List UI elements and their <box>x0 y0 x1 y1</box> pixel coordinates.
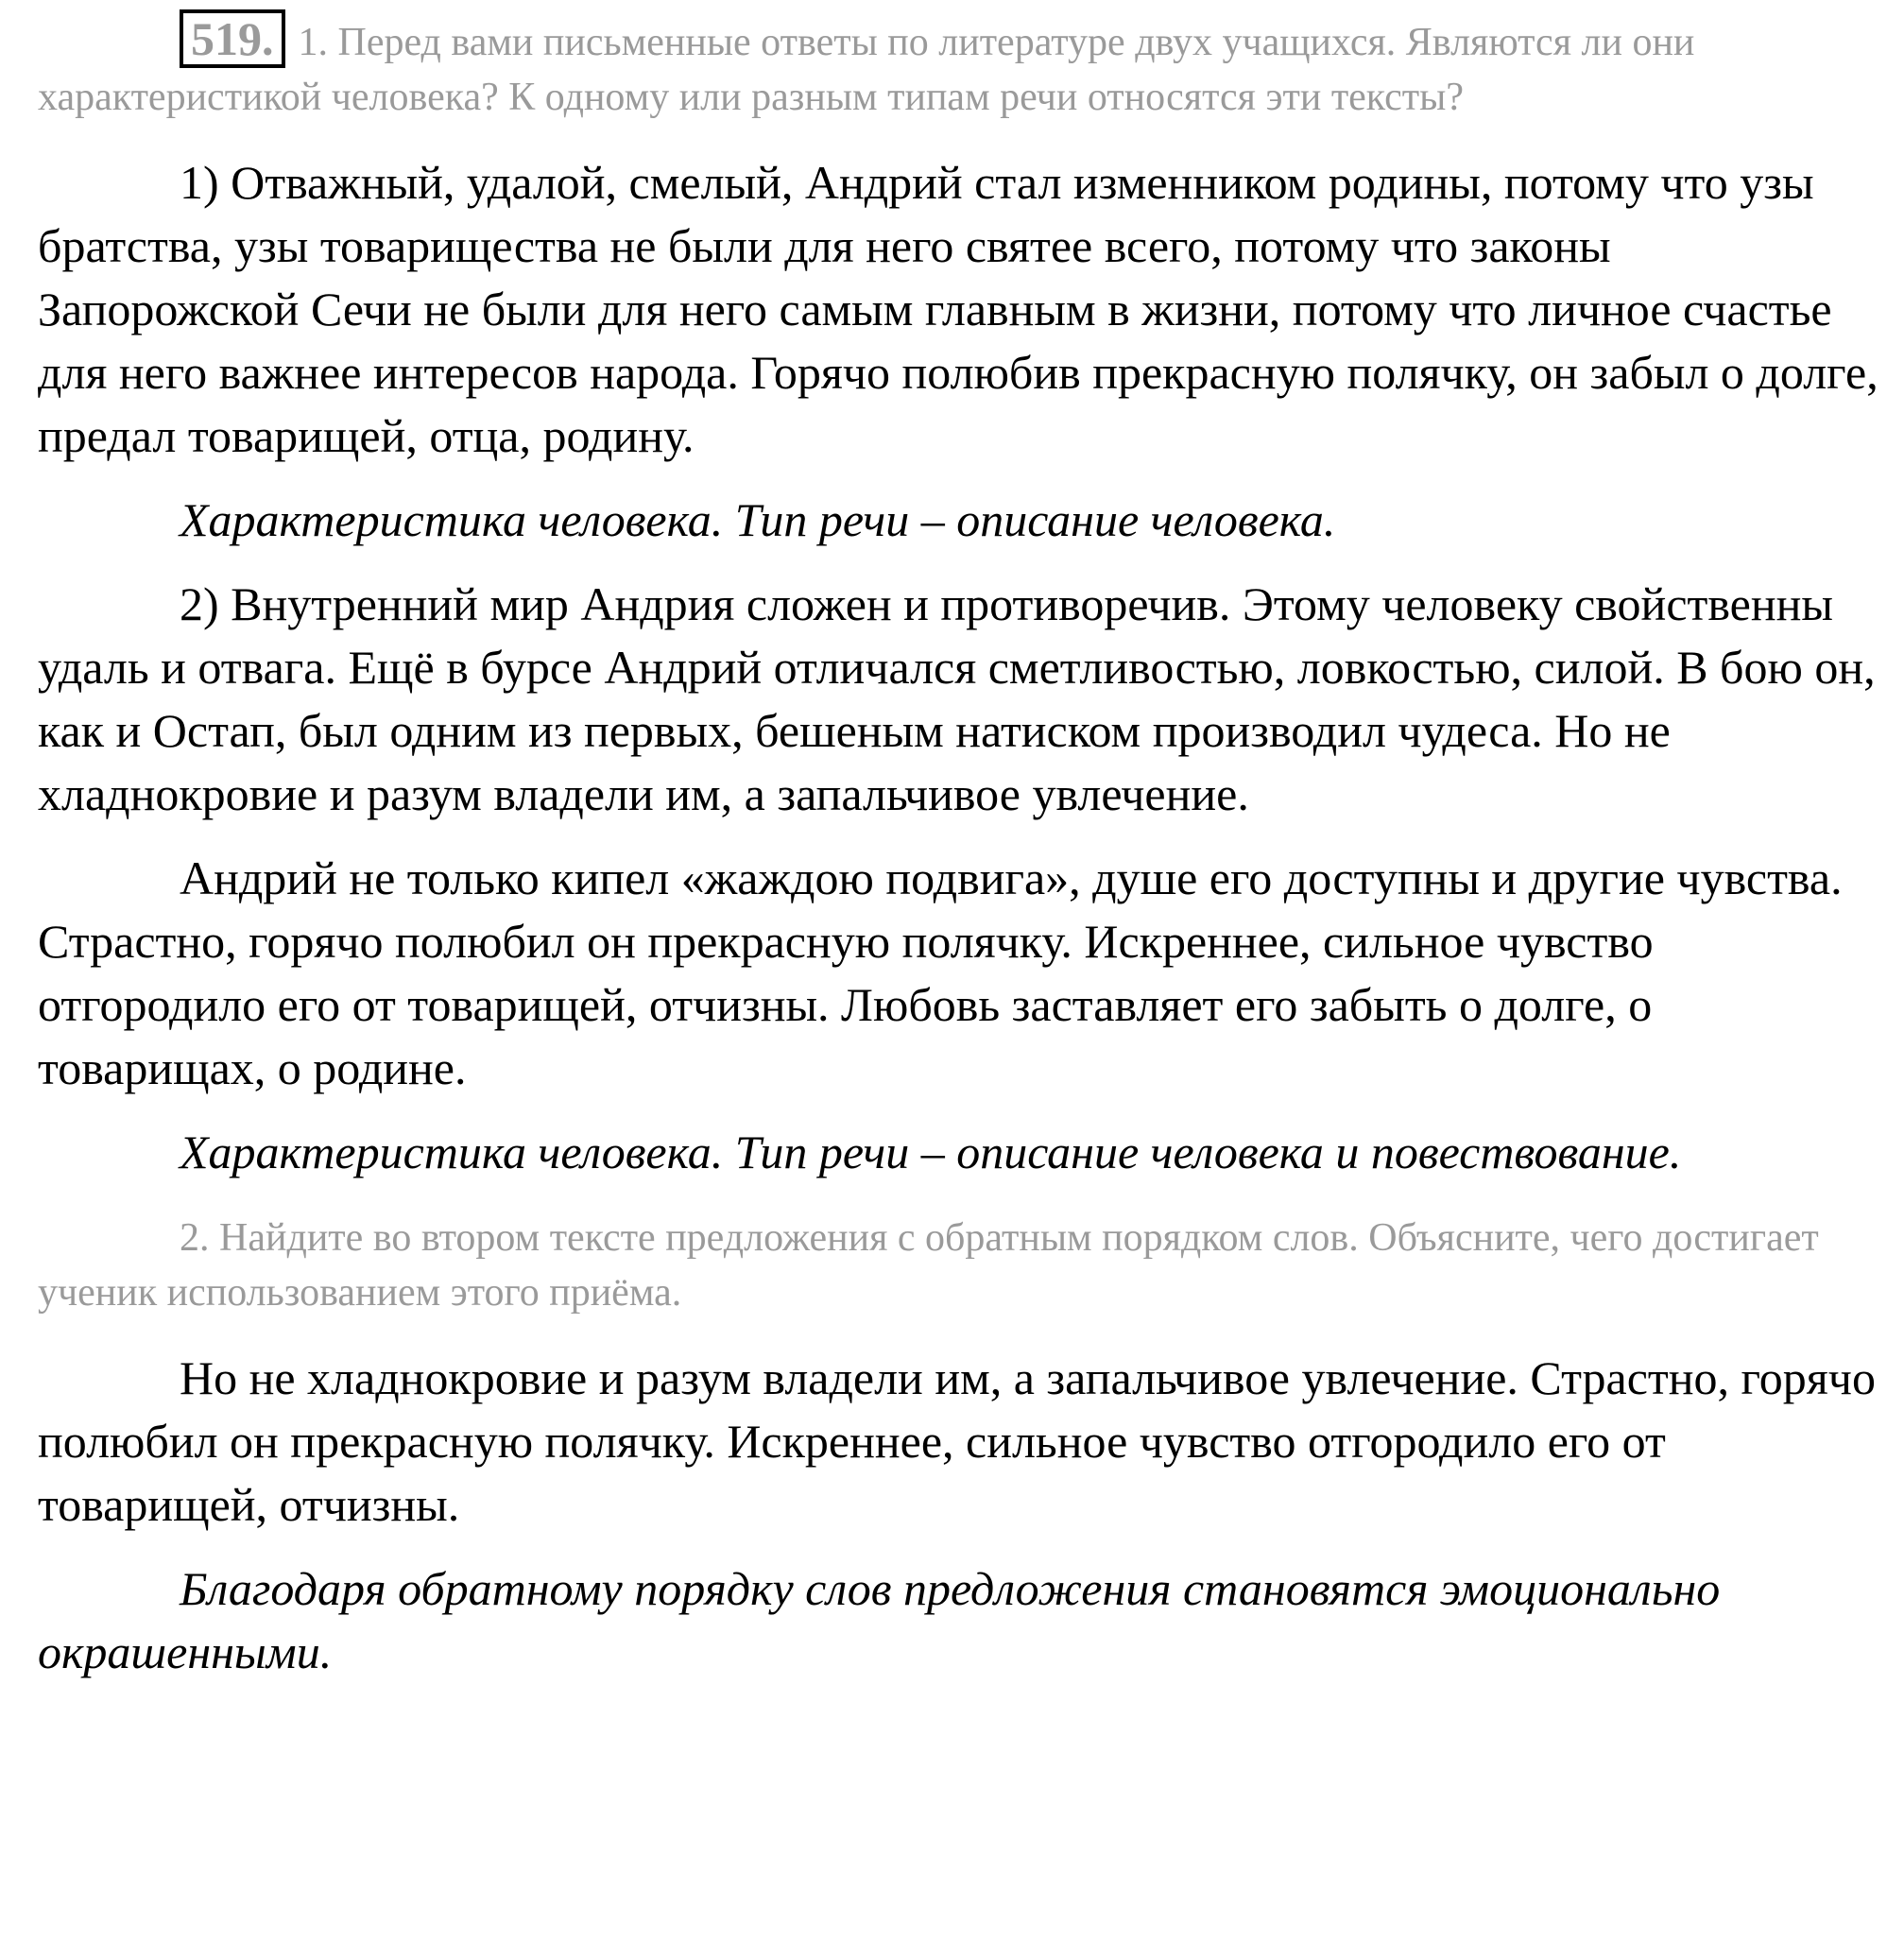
answer-2-paragraph-1: 2) Внутренний мир Андрия сложен и противоречив. Этому человеку свойственны удаль и отвага. Ещё в бурсе Андрий отличался сметливостью, ловкостью, силой. В бою он, как и Остап, был одним из первых, бешеным натиском производил чудеса. Но не хладнокровие и разум владели им, а запальчивое увлечение. <box>38 577 1876 820</box>
conclusion-2-text: Характеристика человека. Тип речи – описание человека и повествование. <box>180 1126 1682 1178</box>
answer-3-text: Но не хладнокровие и разум владели им, а запальчивое увлечение. Страстно, горячо полюбил он прекрасную полячку. Искреннее, сильное чувство отгородило его от товарищей, отчизны. <box>38 1351 1876 1531</box>
conclusion-3-text: Благодаря обратному порядку слов предложения становятся эмоционально окрашенными. <box>38 1562 1721 1678</box>
task-1-paragraph <box>38 9 1880 125</box>
conclusion-1-text: Характеристика человека. Тип речи – описание человека. <box>180 493 1336 546</box>
exercise-number-badge: 519. <box>180 9 285 68</box>
task-2-text: 2. Найдите во втором тексте предложения с обратным порядком слов. Объясните, чего достигает ученик использованием этого приёма. <box>38 1216 1819 1315</box>
answer-2-paragraph-2: Андрий не только кипел «жаждою подвига», душе его доступны и другие чувства. Страстно, горячо полюбил он прекрасную полячку. Искреннее, сильное чувство отгородило его от товарищей, отчизны. Любовь заставляет его забыть о долге, о товарищах, о родине. <box>38 851 1843 1094</box>
answer-1-text: 1) Отважный, удалой, смелый, Андрий стал изменником родины, потому что узы братства, узы товарищества не были для него святее всего, потому что законы Запорожской Сечи не были для него самым главным в жизни, потому что личное счастье для него важнее интересов народа. Горячо полюбив прекрасную полячку, он забыл о долге, предал товарищей, отца, родину. <box>38 156 1878 462</box>
task-1-text: 1. Перед вами письменные ответы по литературе двух учащихся. Являются ли они характеристикой человека? К одному или разным типам речи относятся эти тексты? <box>38 21 1695 119</box>
document-page <box>38 9 1880 1684</box>
